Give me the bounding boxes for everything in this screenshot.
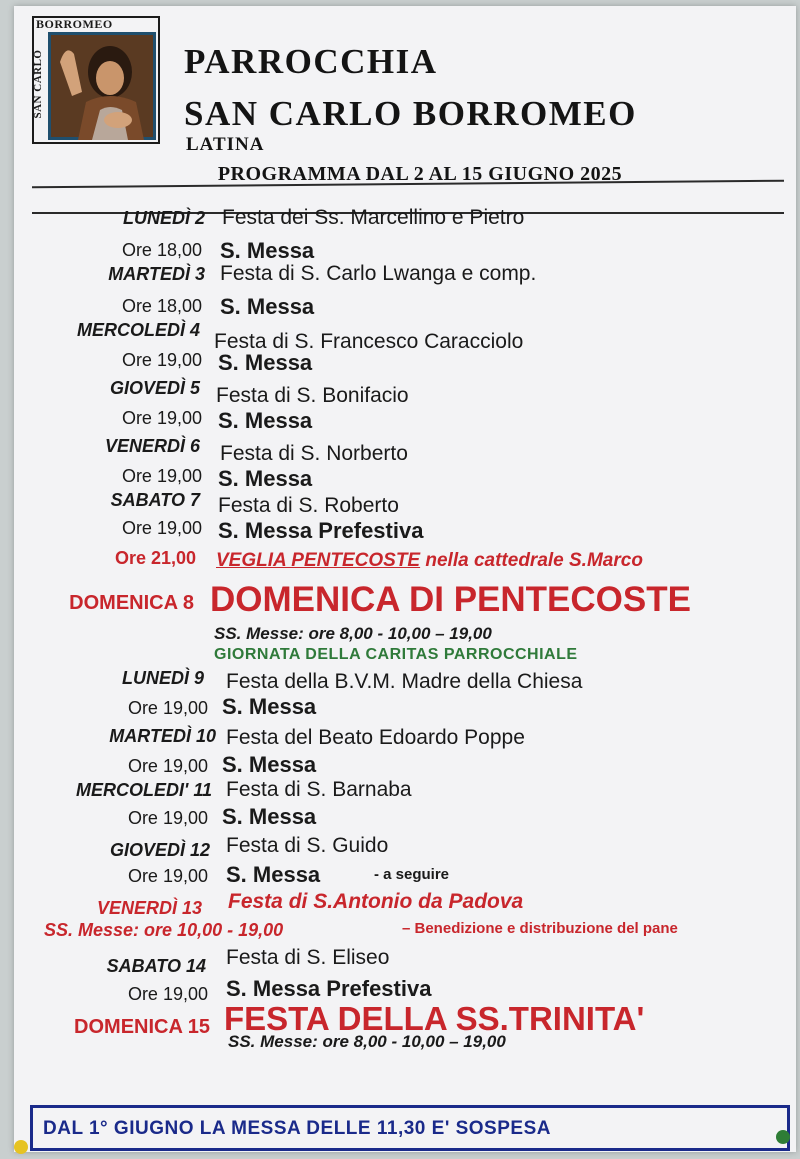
programma-title: PROGRAMMA DAL 2 AL 15 GIUGNO 2025 [217, 163, 623, 185]
veglia-underlined: VEGLIA PENTECOSTE [216, 550, 421, 571]
day-number: 12 [189, 840, 210, 860]
day-entry [0, 834, 800, 890]
day-label: LUNEDÌ [121, 668, 189, 688]
mass-time: Ore 19,00 [121, 408, 202, 428]
parish-name-line1: PARROCCHIA [184, 42, 438, 81]
day-entry [0, 318, 800, 374]
day-label: VENERDÌ [104, 436, 185, 456]
event-name: Festa di S. Guido [226, 834, 389, 857]
mass-label: S. Messa Prefestiva [218, 518, 424, 543]
event-name: Festa di S. Norberto [220, 442, 408, 465]
day-label: LUNEDÌ [122, 208, 190, 228]
mass-label: S. Messa [220, 238, 315, 263]
caritas-day: GIORNATA DELLA CARITAS PARROCCHIALE [214, 646, 578, 663]
day-entry [0, 778, 800, 834]
day-number: 11 [193, 780, 212, 800]
venerdi-13-entry [0, 888, 800, 948]
mass-label: S. Messa [218, 466, 313, 491]
mass-time: Ore 19,00 [127, 698, 208, 718]
day-entry [0, 436, 800, 492]
day-entry [0, 262, 800, 318]
notice-box [30, 1105, 790, 1151]
sabato-14-entry [0, 946, 800, 1006]
event-name: Festa di S. Carlo Lwanga e comp. [220, 262, 537, 285]
event-name: Festa di S. Roberto [218, 494, 399, 517]
parish-logo [32, 16, 160, 144]
day-number: 7 [189, 490, 200, 510]
day-entry [0, 378, 800, 434]
day-number: 10 [195, 726, 216, 746]
sabato-14-label: SABATO 14 [106, 956, 206, 976]
veglia-time: Ore 21,00 [114, 548, 196, 568]
veglia-entry [0, 546, 800, 576]
domenica-8-messe: SS. Messe: ore 8,00 - 10,00 – 19,00 [214, 624, 492, 643]
day-number: 6 [189, 436, 200, 456]
event-name: Festa di S. Barnaba [226, 778, 412, 801]
mass-label: S. Messa [222, 752, 317, 777]
event-name: Festa del Beato Edoardo Poppe [226, 726, 525, 749]
day-entry [0, 206, 800, 262]
mass-time: Ore 19,00 [121, 466, 202, 486]
veglia-text [216, 550, 643, 572]
day-label: MERCOLEDÌ [76, 320, 185, 340]
domenica-15-label: DOMENICA 15 [74, 1016, 210, 1038]
day-number: 9 [193, 668, 204, 688]
day-label: SABATO [110, 490, 185, 510]
yellow-pin-icon [14, 1140, 28, 1154]
event-name: Festa della B.V.M. Madre della Chiesa [226, 670, 583, 693]
day-entry [0, 668, 800, 724]
domenica-8-label: DOMENICA 8 [69, 592, 194, 614]
event-name: Festa di S. Francesco Caracciolo [214, 330, 524, 353]
venerdi-13-messe: SS. Messe: ore 10,00 - 19,00 [44, 920, 284, 940]
day-number: 3 [194, 264, 205, 284]
mass-label: S. Messa [218, 408, 313, 433]
mass-label: S. Messa [226, 862, 321, 887]
day-label: MARTEDÌ [108, 264, 190, 284]
mass-label: S. Messa [222, 804, 317, 829]
mass-time: Ore 18,00 [121, 240, 202, 260]
day-number: 5 [189, 378, 200, 398]
domenica-8-title: DOMENICA DI PENTECOSTE [210, 580, 691, 619]
city-label: LATINA [186, 134, 265, 155]
mass-time: Ore 19,00 [127, 808, 208, 828]
mass-time: Ore 19,00 [127, 756, 208, 776]
sabato-14-time: Ore 19,00 [127, 984, 208, 1004]
domenica-8-entry [0, 580, 800, 670]
event-name: Festa di S. Bonifacio [216, 384, 409, 407]
day-number: 4 [189, 320, 200, 340]
domenica-15-messe: SS. Messe: ore 8,00 - 10,00 – 19,00 [228, 1032, 506, 1051]
mass-time: Ore 19,00 [121, 350, 202, 370]
logo-side-text: SAN CARLO [32, 49, 44, 119]
day-number: 2 [194, 208, 205, 228]
logo-top-text: BORROMEO [36, 17, 113, 31]
event-name: Festa dei Ss. Marcellino e Pietro [222, 206, 525, 229]
domenica-15-title: FESTA DELLA SS.TRINITA' [224, 1000, 645, 1037]
domenica-15-entry [0, 1000, 800, 1066]
mass-label: S. Messa [222, 694, 317, 719]
mass-time: Ore 19,00 [121, 518, 202, 538]
day-entry [0, 490, 800, 546]
parish-name-line2: SAN CARLO BORROMEO [184, 94, 637, 133]
day-entry [0, 724, 800, 780]
mass-time: Ore 18,00 [121, 296, 202, 316]
saint-portrait-image [48, 32, 156, 140]
sabato-14-messa: S. Messa Prefestiva [226, 976, 432, 1001]
veglia-rest: nella cattedrale S.Marco [420, 550, 643, 571]
green-pin-icon [776, 1130, 790, 1144]
mass-label: S. Messa [220, 294, 315, 319]
sabato-14-event: Festa di S. Eliseo [226, 946, 390, 969]
day-label: MARTEDÌ [109, 726, 191, 746]
day-label: GIOVEDÌ [109, 840, 185, 860]
venerdi-13-label: VENERDÌ 13 [96, 898, 202, 918]
mass-suffix: - a seguire [374, 866, 450, 883]
day-label: GIOVEDÌ [109, 378, 185, 398]
notice-text: DAL 1° GIUGNO LA MESSA DELLE 11,30 E' SOSPESA [43, 1118, 551, 1139]
mass-time: Ore 19,00 [127, 866, 208, 886]
venerdi-13-event: Festa di S.Antonio da Padova [228, 890, 524, 913]
venerdi-13-note: – Benedizione e distribuzione del pane [402, 920, 678, 937]
day-label: MERCOLEDI' [76, 780, 189, 800]
mass-label: S. Messa [218, 350, 313, 375]
